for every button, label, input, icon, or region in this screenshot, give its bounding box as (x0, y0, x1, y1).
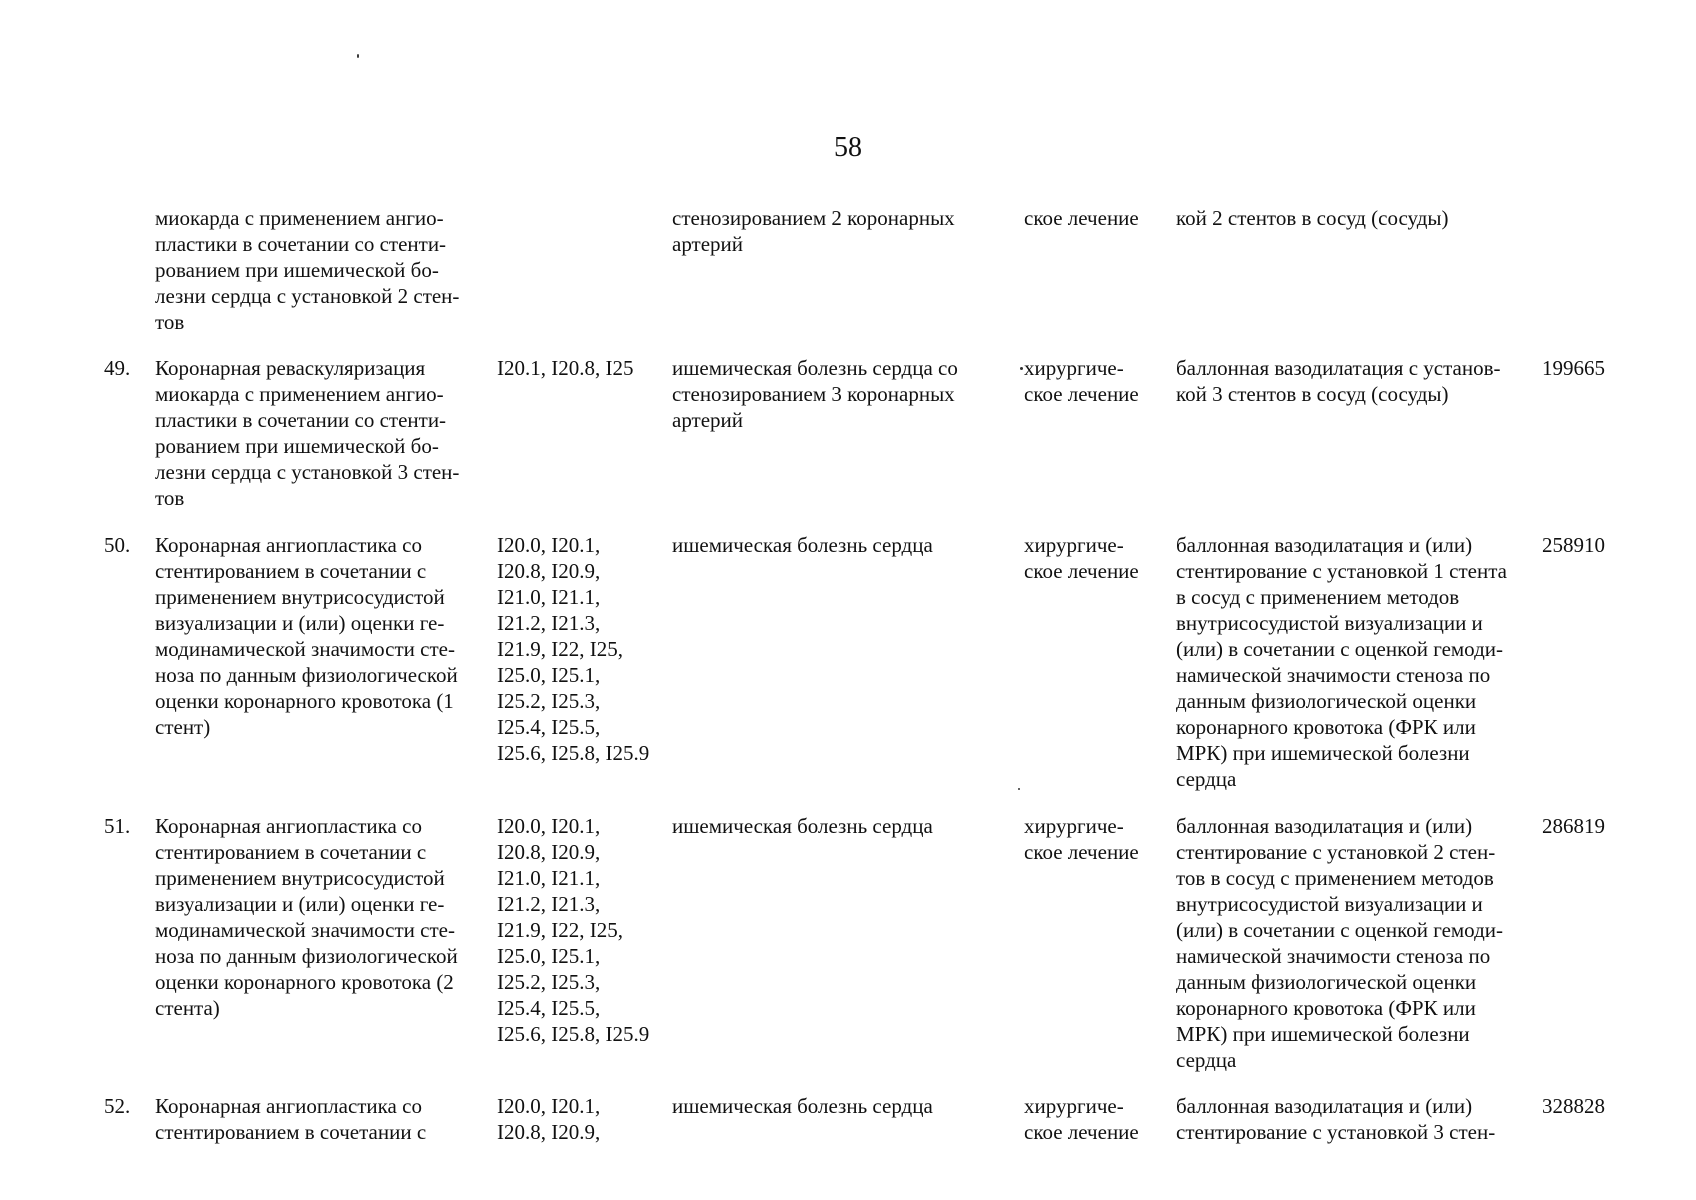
treatment-method: кой 2 стентов в сосуд (сосуды) (1176, 206, 1449, 230)
disease-model: ишемическая болезнь сердца (672, 814, 933, 838)
procedure-name: Коронарная ангиопластика со стентированием в сочетании с (155, 1094, 427, 1144)
disease-model: ишемическая болезнь сердца (672, 533, 933, 557)
row-number: 49. (104, 356, 131, 380)
row-number: 52. (104, 1094, 131, 1118)
treatment-type: ское лечение (1024, 206, 1139, 230)
row-number: 50. (104, 533, 131, 557)
scan-speck (1018, 788, 1020, 790)
disease-model: ишемическая болезнь сердца (672, 1094, 933, 1118)
scan-speck (357, 54, 359, 58)
row-number: 51. (104, 814, 131, 838)
cost-value: 328828 (1542, 1094, 1605, 1118)
treatment-method: баллонная вазодилатация и (или) стентирование с установкой 3 стен- (1176, 1094, 1496, 1144)
icd-codes: I20.1, I20.8, I25 (497, 356, 634, 380)
treatment-type: хирургиче- ское лечение (1024, 814, 1139, 864)
procedure-name: Коронарная ангиопластика со стентированием в сочетании с применением внутрисосудистой визуализации и (или) оценки ге- модинамической значимости сте- ноза по данным физиологической оценки коронарного кровотока (2 стента) (155, 814, 458, 1020)
treatment-type: хирургиче- ское лечение (1024, 1094, 1139, 1144)
cost-value: 258910 (1542, 533, 1605, 557)
icd-codes: I20.0, I20.1, I20.8, I20.9, I21.0, I21.1, I21.2, I21.3, I21.9, I22, I25, I25.0, I25.1, I25.2, I25.3, I25.4, I25.5, I25.6, I25.8, I25.9 (497, 814, 650, 1046)
treatment-method: баллонная вазодилатация с установ- кой 3 стентов в сосуд (сосуды) (1176, 356, 1501, 406)
disease-model: ишемическая болезнь сердца со стенозированием 3 коронарных артерий (672, 356, 958, 432)
cost-value: 286819 (1542, 814, 1605, 838)
procedure-name: Коронарная ангиопластика со стентированием в сочетании с применением внутрисосудистой визуализации и (или) оценки ге- модинамической значимости сте- ноза по данным физиологической оценки коронарного кровотока (1 стент) (155, 533, 458, 739)
page-number: 58 (834, 132, 862, 163)
treatment-method: баллонная вазодилатация и (или) стентирование с установкой 2 стен- тов в сосуд с применением методов внутрисосудистой визуализации и (или) в сочетании с оценкой гемоди- намической значимости стеноза по данным физиологической оценки коронарного кровотока (ФРК или МРК) при ишемической болезни сердца (1176, 814, 1503, 1072)
icd-codes: I20.0, I20.1, I20.8, I20.9, I21.0, I21.1, I21.2, I21.3, I21.9, I22, I25, I25.0, I25.1, I25.2, I25.3, I25.4, I25.5, I25.6, I25.8, I25.9 (497, 533, 650, 765)
treatment-type: хирургиче- ское лечение (1024, 533, 1139, 583)
cost-value: 199665 (1542, 356, 1605, 380)
procedure-name: миокарда с применением ангио- пластики в сочетании со стенти- рованием при ишемической бо- лезни сердца с установкой 2 стен- тов (155, 206, 460, 334)
treatment-type: хирургиче- ское лечение (1024, 356, 1139, 406)
treatment-method: баллонная вазодилатация и (или) стентирование с установкой 1 стента в сосуд с применением методов внутрисосудистой визуализации и (или) в сочетании с оценкой гемоди- намической значимости стеноза по данным физиологической оценки коронарного кровотока (ФРК или МРК) при ишемической болезни сердца (1176, 533, 1507, 791)
procedure-name: Коронарная реваскуляризация миокарда с применением ангио- пластики в сочетании со стенти- рованием при ишемической бо- лезни сердца с установкой 3 стен- тов (155, 356, 460, 510)
scan-speck (1020, 367, 1023, 370)
icd-codes: I20.0, I20.1, I20.8, I20.9, (497, 1094, 601, 1144)
disease-model: стенозированием 2 коронарных артерий (672, 206, 955, 256)
